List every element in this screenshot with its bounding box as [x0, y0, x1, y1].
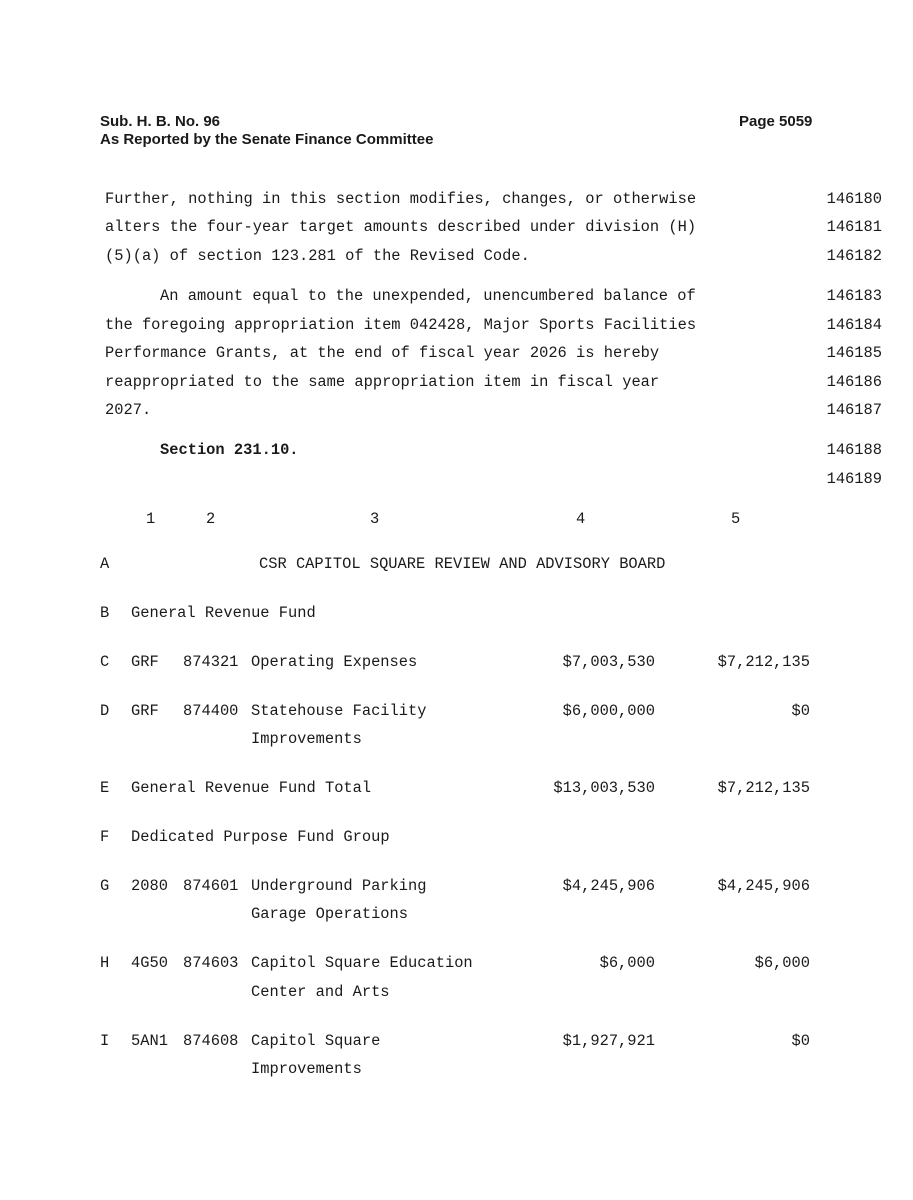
fund-label: Dedicated Purpose Fund Group [131, 828, 390, 846]
column-header: 5 [731, 510, 741, 528]
column-header: 1 [146, 510, 156, 528]
page-number: Page 5059 [739, 113, 813, 130]
text-line: reappropriated to the same appropriation item in fiscal year [105, 373, 660, 391]
item-code: 874321 [183, 653, 239, 671]
row-letter: F [100, 828, 110, 846]
bill-number: Sub. H. B. No. 96 [100, 113, 221, 130]
item-description: Capitol Square [251, 1032, 381, 1050]
line-number: 146186 [826, 373, 882, 391]
fy2027-amount: $0 [791, 702, 810, 720]
row-letter: D [100, 702, 110, 720]
row-letter: C [100, 653, 110, 671]
text-line: An amount equal to the unexpended, unencumbered balance of [160, 287, 696, 305]
line-number: 146180 [826, 190, 882, 208]
text-line: the foregoing appropriation item 042428, Major Sports Facilities [105, 316, 697, 334]
item-description: Capitol Square Education [251, 954, 473, 972]
row-letter: H [100, 954, 110, 972]
row-letter: B [100, 604, 110, 622]
column-header: 3 [370, 510, 380, 528]
item-code: 874601 [183, 877, 239, 895]
fy2026-amount: $6,000,000 [562, 702, 655, 720]
line-number: 146187 [826, 401, 882, 419]
section-title: Section 231.10. [160, 441, 299, 459]
item-code: 874400 [183, 702, 239, 720]
report-status: As Reported by the Senate Finance Committee [100, 131, 434, 148]
fy2027-amount: $7,212,135 [717, 653, 810, 671]
agency-title: CSR CAPITOL SQUARE REVIEW AND ADVISORY BOARD [259, 555, 666, 573]
fy2027-amount: $4,245,906 [717, 877, 810, 895]
fy2026-amount: $1,927,921 [562, 1032, 655, 1050]
column-header: 4 [576, 510, 586, 528]
item-description-cont: Improvements [251, 1060, 362, 1078]
text-line: Further, nothing in this section modifies, changes, or otherwise [105, 190, 697, 208]
fy2027-amount: $0 [791, 1032, 810, 1050]
line-number: 146184 [826, 316, 882, 334]
fund-label: General Revenue Fund [131, 604, 316, 622]
fy2027-amount: $7,212,135 [717, 779, 810, 797]
row-letter: A [100, 555, 110, 573]
line-number: 146183 [826, 287, 882, 305]
text-line: Performance Grants, at the end of fiscal year 2026 is hereby [105, 344, 660, 362]
fund-total-label: General Revenue Fund Total [131, 779, 372, 797]
line-number: 146189 [826, 470, 882, 488]
fy2026-amount: $7,003,530 [562, 653, 655, 671]
item-description-cont: Garage Operations [251, 905, 409, 923]
item-code: 874608 [183, 1032, 239, 1050]
line-number: 146182 [826, 247, 882, 265]
fy2026-amount: $6,000 [599, 954, 655, 972]
fund-code: 5AN1 [131, 1032, 168, 1050]
line-number: 146185 [826, 344, 882, 362]
fund-code: 2080 [131, 877, 168, 895]
item-description-cont: Center and Arts [251, 983, 390, 1001]
item-description: Underground Parking [251, 877, 427, 895]
fund-code: GRF [131, 702, 159, 720]
fund-code: GRF [131, 653, 159, 671]
row-letter: G [100, 877, 110, 895]
text-line: alters the four-year target amounts described under division (H) [105, 218, 697, 236]
fy2026-amount: $4,245,906 [562, 877, 655, 895]
item-description: Operating Expenses [251, 653, 418, 671]
line-number: 146188 [826, 441, 882, 459]
column-header: 2 [206, 510, 216, 528]
text-line: 2027. [105, 401, 152, 419]
fy2027-amount: $6,000 [754, 954, 810, 972]
row-letter: I [100, 1032, 110, 1050]
row-letter: E [100, 779, 110, 797]
fy2026-amount: $13,003,530 [553, 779, 655, 797]
text-line: (5)(a) of section 123.281 of the Revised Code. [105, 247, 530, 265]
fund-code: 4G50 [131, 954, 168, 972]
item-code: 874603 [183, 954, 239, 972]
item-description-cont: Improvements [251, 730, 362, 748]
item-description: Statehouse Facility [251, 702, 427, 720]
line-number: 146181 [826, 218, 882, 236]
